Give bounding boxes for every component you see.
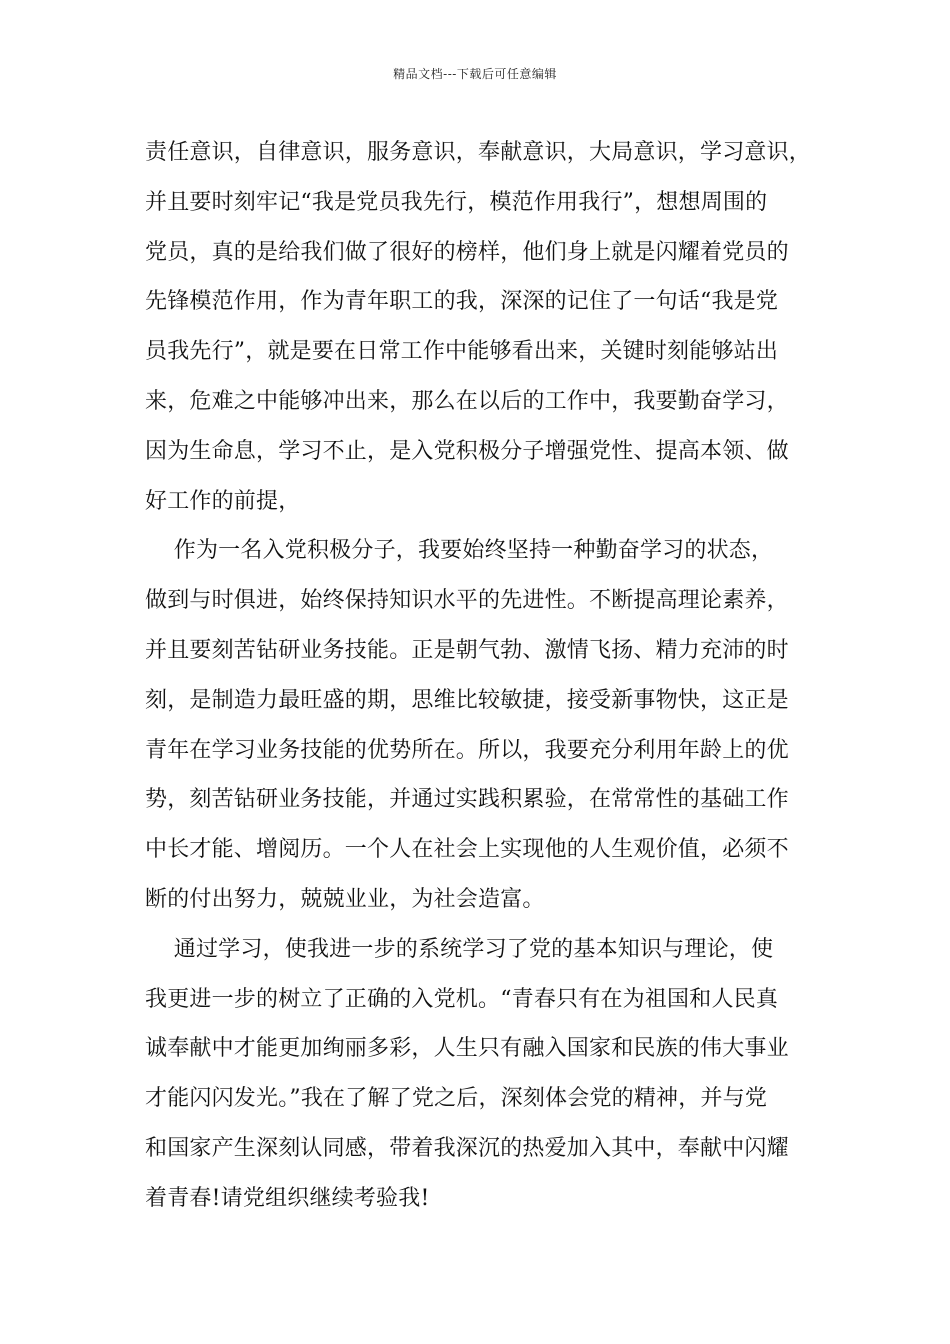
text-line: 通过学习，使我进一步的系统学习了党的基本知识与理论，使 [145,936,774,962]
text-line: 先锋模范作用，作为青年职工的我，深深的记住了一句话“我是党 [145,289,779,315]
document-body [145,128,835,1224]
text-line: 势，刻苦钻研业务技能，并通过实践积累验，在常常性的基础工作 [145,787,789,813]
text-line: 着青春!请党组织继续考验我! [145,1185,430,1211]
text-line: 作为一名入党积极分子，我要始终坚持一种勤奋学习的状态， [145,538,774,564]
text-line: 来，危难之中能够冲出来，那么在以后的工作中，我要勤奋学习， [145,388,789,414]
text-line: 刻，是制造力最旺盛的期，思维比较敏捷，接受新事物快，这正是 [145,687,789,713]
text-line: 和国家产生深刻认同感，带着我深沉的热爱加入其中，奉献中闪耀 [145,1135,789,1161]
text-line: 好工作的前提， [145,488,301,514]
text-line: 并且要刻苦钻研业务技能。正是朝气勃、激情飞扬、精力充沛的时 [145,637,789,663]
text-line: 才能闪闪发光。”我在了解了党之后，深刻体会党的精神，并与党 [145,1086,768,1112]
text-line: 中长才能、增阅历。一个人在社会上实现他的人生观价值，必须不 [145,837,789,863]
text-line: 员我先行”，就是要在日常工作中能够看出来，关键时刻能够站出 [145,339,779,365]
text-line: 党员，真的是给我们做了很好的榜样，他们身上就是闪耀着党员的 [145,239,789,265]
text-line: 做到与时俱进，始终保持知识水平的先进性。不断提高理论素养， [145,588,789,614]
text-line: 我更进一步的树立了正确的入党机。“青春只有在为祖国和人民真 [145,986,779,1012]
text-line: 断的付出努力，兢兢业业，为社会造富。 [145,886,545,912]
text-line: 责任意识，自律意识，服务意识，奉献意识，大局意识，学习意识， [145,140,812,165]
text-line: 青年在学习业务技能的优势所在。所以，我要充分利用年龄上的优 [145,737,789,763]
text-line: 并且要时刻牢记“我是党员我先行，模范作用我行”，想想周围的 [145,189,768,215]
text-line: 因为生命息，学习不止，是入党积极分子增强党性、提高本领、做 [145,438,789,464]
page-header: 精品文档---下载后可任意编辑 [393,67,557,81]
text-line: 诚奉献中才能更加绚丽多彩，人生只有融入国家和民族的伟大事业 [145,1036,789,1062]
